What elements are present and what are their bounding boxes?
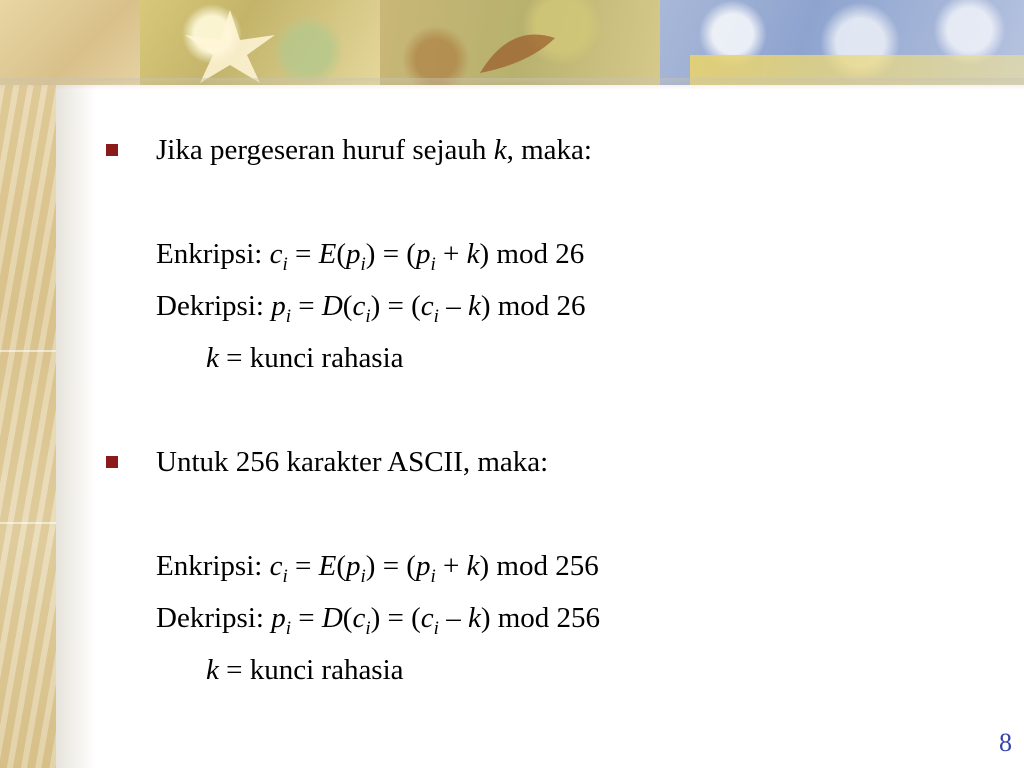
page-number: 8: [999, 728, 1012, 757]
bullet-item: [106, 444, 548, 480]
encryption-formula: Enkripsi: $c_i = E(p_i) = (p_i + k)$ mod 256: [156, 550, 599, 587]
bullet-square-icon: [106, 456, 118, 468]
bullet-item: [106, 132, 592, 168]
bullet-square-icon: [106, 144, 118, 156]
key-definition: k = kunci rahasia: [206, 342, 404, 374]
decryption-formula: Dekripsi: $p_i = D(c_i) = (c_i - k)$ mod 26: [156, 290, 586, 327]
bullet-text: Jika pergeseran huruf sejauh k, maka:: [156, 134, 592, 166]
key-definition: k = kunci rahasia: [206, 654, 404, 686]
bullet-text: Untuk 256 karakter ASCII, maka:: [156, 446, 549, 478]
decryption-formula: Dekripsi: $p_i = D(c_i) = (c_i - k)$ mod 256: [156, 602, 601, 639]
encryption-formula: Enkripsi: $c_i = E(p_i) = (p_i + k)$ mod 26: [156, 238, 585, 275]
